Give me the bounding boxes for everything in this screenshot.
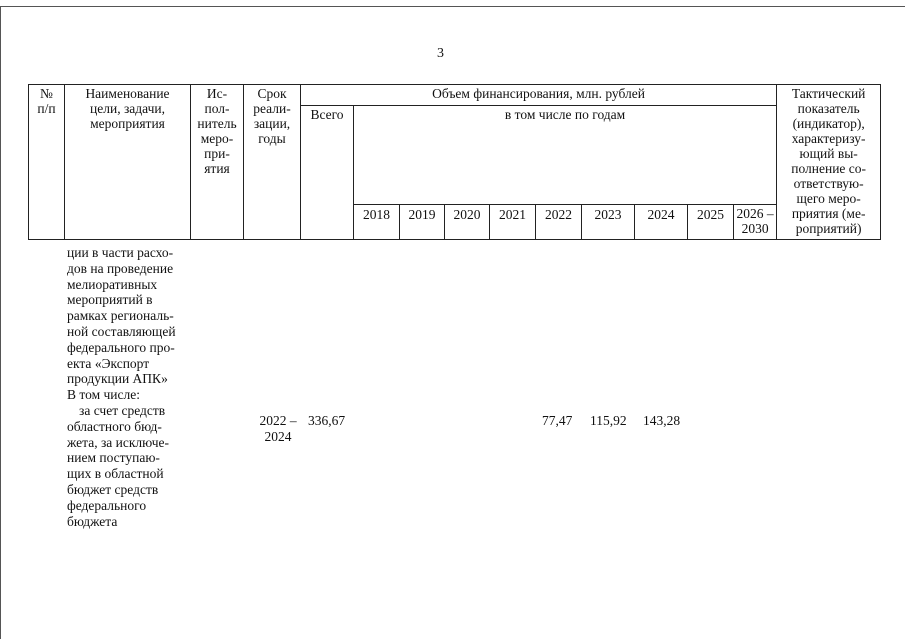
page-border-left <box>0 6 1 639</box>
value-2023: 115,92 <box>590 413 627 428</box>
text-line-justified: мероприятий в <box>67 292 153 308</box>
value-2022: 77,47 <box>542 413 573 428</box>
text-line: за счет средств <box>79 402 166 418</box>
header-by-years: в том числе по годам <box>354 106 777 205</box>
measure-description <box>67 245 185 529</box>
text-line-justified: екта «Экспорт <box>67 355 150 371</box>
text-line: В том числе: <box>67 387 140 403</box>
header-year-2018: 2018 <box>354 205 400 240</box>
text-line: жета, за исключе- <box>67 434 170 450</box>
text-line: нием поступаю- <box>67 450 160 466</box>
header-name: Наименование цели, задачи, мероприятия <box>65 85 191 240</box>
header-funding: Объем финансирования, млн. рублей <box>301 85 777 106</box>
header-year-2020: 2020 <box>445 205 490 240</box>
header-year-2024: 2024 <box>635 205 688 240</box>
text-line: бюджета <box>67 513 118 529</box>
text-line: продукции АПК» <box>67 371 168 387</box>
header-num: № п/п <box>29 85 65 240</box>
header-year-2026-2030: 2026 – 2030 <box>734 205 777 240</box>
page-number: 3 <box>437 46 444 61</box>
text-line: ции в части расхо- <box>67 245 174 260</box>
term-value: 2022 – 2024 <box>259 413 297 444</box>
text-line: рамках региональ- <box>67 308 174 324</box>
text-line: федерального <box>67 497 147 513</box>
header-year-2019: 2019 <box>400 205 445 240</box>
header-year-2023: 2023 <box>582 205 635 240</box>
header-year-2025: 2025 <box>688 205 734 240</box>
value-2024: 143,28 <box>643 413 681 428</box>
text-line: мелиоративных <box>67 276 158 292</box>
text-line: федерального про- <box>67 339 175 355</box>
header-year-2022: 2022 <box>536 205 582 240</box>
header-executor: Ис- пол- нитель меро- при- ятия <box>191 85 244 240</box>
text-line: бюджет средств <box>67 481 159 497</box>
header-year-2021: 2021 <box>490 205 536 240</box>
header-total: Всего <box>301 106 354 240</box>
text-line: щих в областной <box>67 466 164 482</box>
text-line: дов на проведение <box>67 260 174 276</box>
page-border-top <box>0 6 905 7</box>
header-term: Срок реали- зации, годы <box>244 85 301 240</box>
text-line: ной составляющей <box>67 323 176 339</box>
total-value: 336,67 <box>308 413 346 428</box>
text-line: областного бюд- <box>67 418 162 434</box>
header-indicator: Тактический показатель (индикатор), характеризу- ющий вы- полнение со- ответствую- щего меро- приятия (ме- роприятий) <box>777 85 881 240</box>
table-header <box>28 84 881 240</box>
